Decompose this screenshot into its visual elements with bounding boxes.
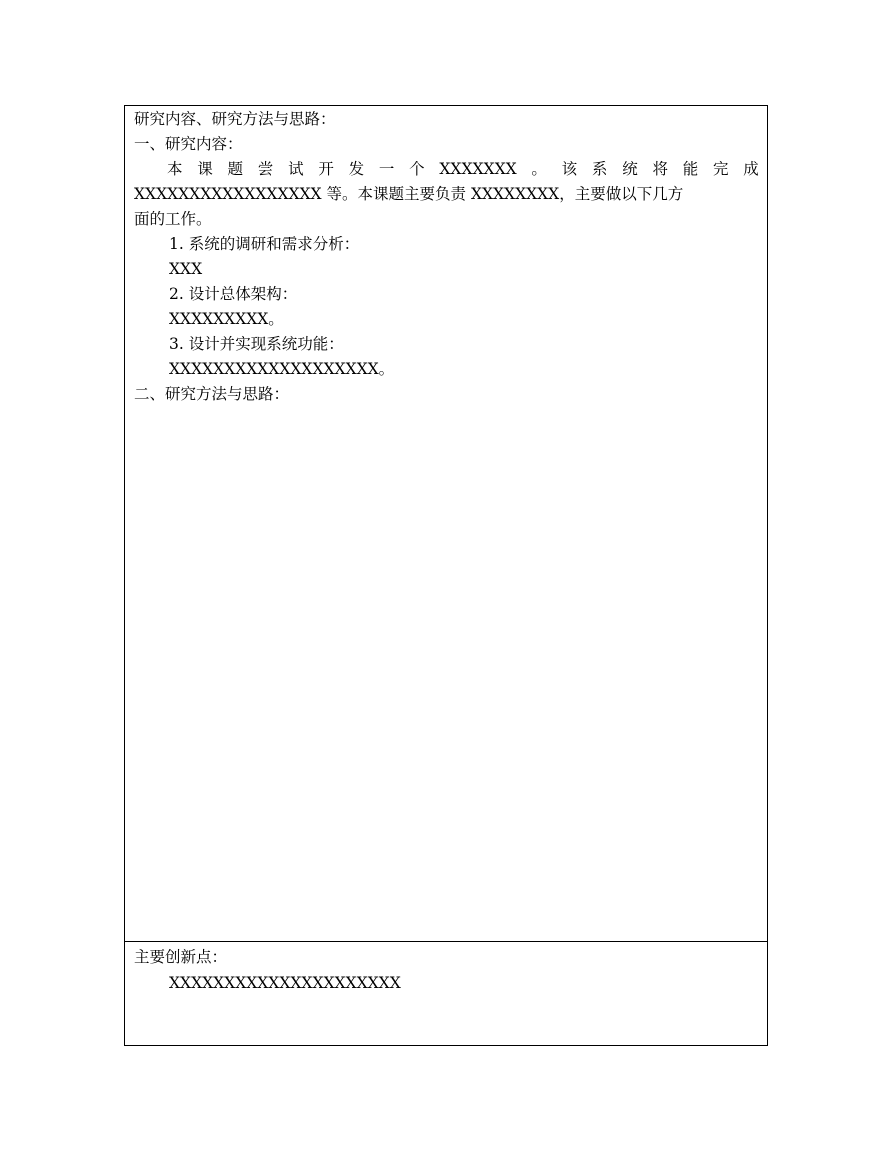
intro-line-1-part: 发 (348, 160, 365, 178)
innovation-content: XXXXXXXXXXXXXXXXXXXXX (169, 974, 401, 992)
item-1-content: XXX (169, 260, 203, 278)
intro-line-1-part: 系 (591, 160, 608, 178)
intro-line-1-part: 该 (561, 160, 578, 178)
intro-line-1-part: 统 (622, 160, 638, 178)
intro-line-1-part: 本 (167, 160, 183, 178)
item-3-content: XXXXXXXXXXXXXXXXXXX。 (169, 360, 395, 378)
item-3-title: 3. 设计并实现系统功能： (169, 335, 344, 353)
intro-line-2: XXXXXXXXXXXXXXXXX 等。本课题主要负责 XXXXXXXX，主要做以下几方 (134, 185, 684, 203)
item-1-title: 1. 系统的调研和需求分析： (169, 235, 360, 253)
intro-line-1-part: 尝 (257, 160, 274, 178)
intro-line-1-part: 课 (197, 160, 213, 178)
methods-title: 二、研究方法与思路： (134, 385, 290, 403)
intro-line-1-part: 能 (682, 160, 699, 178)
intro-line-1-part: 题 (227, 160, 244, 178)
research-heading: 研究内容、研究方法与思路： (134, 110, 336, 128)
intro-line-1-part: XXXXXXX (439, 160, 517, 178)
intro-line-1-part: 开 (318, 160, 334, 178)
intro-line-1-part: 将 (652, 160, 668, 178)
item-2-content: XXXXXXXXX。 (169, 310, 284, 328)
item-2-title: 2. 设计总体架构： (169, 285, 298, 303)
innovation-section (125, 942, 767, 1045)
intro-line-1 (167, 159, 759, 179)
intro-line-1-part: 。 (531, 160, 547, 178)
intro-line-1-part: 成 (743, 160, 759, 178)
intro-line-3: 面的工作。 (134, 210, 212, 228)
research-section (125, 106, 767, 942)
intro-line-1-part: 一 (378, 160, 395, 178)
intro-line-1-part: 完 (712, 160, 729, 178)
research-content-title: 一、研究内容： (134, 135, 243, 153)
intro-line-1-part: 试 (288, 160, 304, 178)
intro-line-1-part: 个 (409, 160, 425, 178)
proposal-form-table (124, 105, 768, 1046)
innovation-heading: 主要创新点： (134, 948, 228, 966)
